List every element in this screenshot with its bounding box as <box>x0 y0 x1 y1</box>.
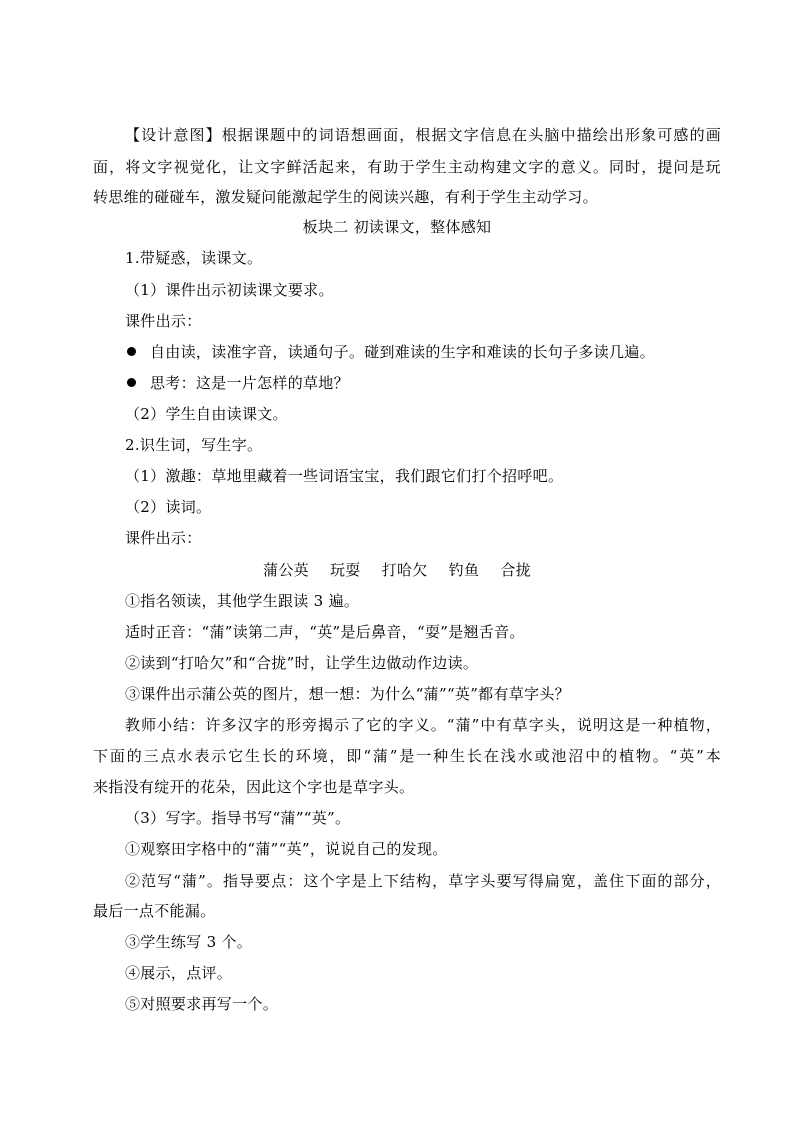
writing-step-5: ⑤对照要求再写一个。 <box>125 995 279 1013</box>
step2-item3: ③课件出示蒲公英的图片，想一想：为什么“蒲”“英”都有草字头？ <box>125 685 570 703</box>
step2-correction: 适时正音：“蒲”读第二声，“英”是后鼻音，“耍”是翘舌音。 <box>125 623 525 641</box>
step2-sub1: （1）激趣：草地里藏着一些词语宝宝，我们跟它们打个招呼吧。 <box>125 467 564 485</box>
word-list <box>0 559 794 581</box>
design-intent-line-3: 转思维的碰碰车，激发疑问能激起学生的阅读兴趣，有利于学生主动学习。 <box>93 188 598 206</box>
design-intent-line-2: 面，将文字视觉化，让文字鲜活起来，有助于学生主动构建文字的意义。同时，提问是玩 <box>93 158 721 176</box>
step2-title: 2.识生词，写生字。 <box>125 436 263 454</box>
step2-item2: ②读到“打哈欠”和“合拢”时，让学生边做动作边读。 <box>125 654 479 672</box>
word-item: 打哈欠 <box>381 561 428 579</box>
word-item: 钓鱼 <box>448 561 480 579</box>
bullet-dot <box>127 347 136 356</box>
word-item: 蒲公英 <box>263 561 309 579</box>
writing-step-3: ③学生练写 3 个。 <box>125 933 253 951</box>
step2-sub3: （3）写字。指导书写“蒲”“英”。 <box>125 809 351 827</box>
step1-sub2: （2）学生自由读课文。 <box>125 405 288 423</box>
bullet-dot <box>127 378 136 387</box>
step1-sub1: （1）课件出示初读课文要求。 <box>125 281 334 299</box>
step2-courseware-label: 课件出示： <box>125 529 202 547</box>
step2-item1: ①指名领读，其他学生跟读 3 遍。 <box>125 592 360 610</box>
design-intent-line-1: 【设计意图】根据课题中的词语想画面，根据文字信息在头脑中描绘出形象可感的画 <box>125 126 721 144</box>
step1-bullet1: 自由读，读准字音，读通句子。碰到难读的生字和难读的长句子多读几遍。 <box>150 343 655 361</box>
writing-step-1: ①观察田字格中的“蒲”“英”，说说自己的发现。 <box>125 840 448 858</box>
writing-step-2-line-2: 最后一点不能漏。 <box>93 902 216 920</box>
step1-bullet2: 思考：这是一片怎样的草地？ <box>150 374 349 392</box>
summary-line-1: 教师小结：许多汉字的形旁揭示了它的字义。“蒲”中有草字头，说明这是一种植物， <box>125 716 721 734</box>
step1-title: 1.带疑惑，读课文。 <box>125 249 263 267</box>
writing-step-4: ④展示，点评。 <box>125 964 233 982</box>
summary-line-2: 下面的三点水表示它生长的环境，即“蒲”是一种生长在浅水或池沼中的植物。“英”本 <box>93 747 721 765</box>
word-item: 合拢 <box>500 561 531 579</box>
step1-courseware-label: 课件出示： <box>125 312 202 330</box>
section-title: 板块二 初读课文，整体感知 <box>302 218 492 236</box>
step2-sub2: （2）读词。 <box>125 498 212 516</box>
summary-line-3: 来指没有绽开的花朵，因此这个字也是草字头。 <box>93 778 415 796</box>
word-item: 玩耍 <box>330 561 361 579</box>
writing-step-2-line-1: ②范写“蒲”。指导要点：这个字是上下结构，草字头要写得扁宽，盖住下面的部分， <box>125 872 721 890</box>
